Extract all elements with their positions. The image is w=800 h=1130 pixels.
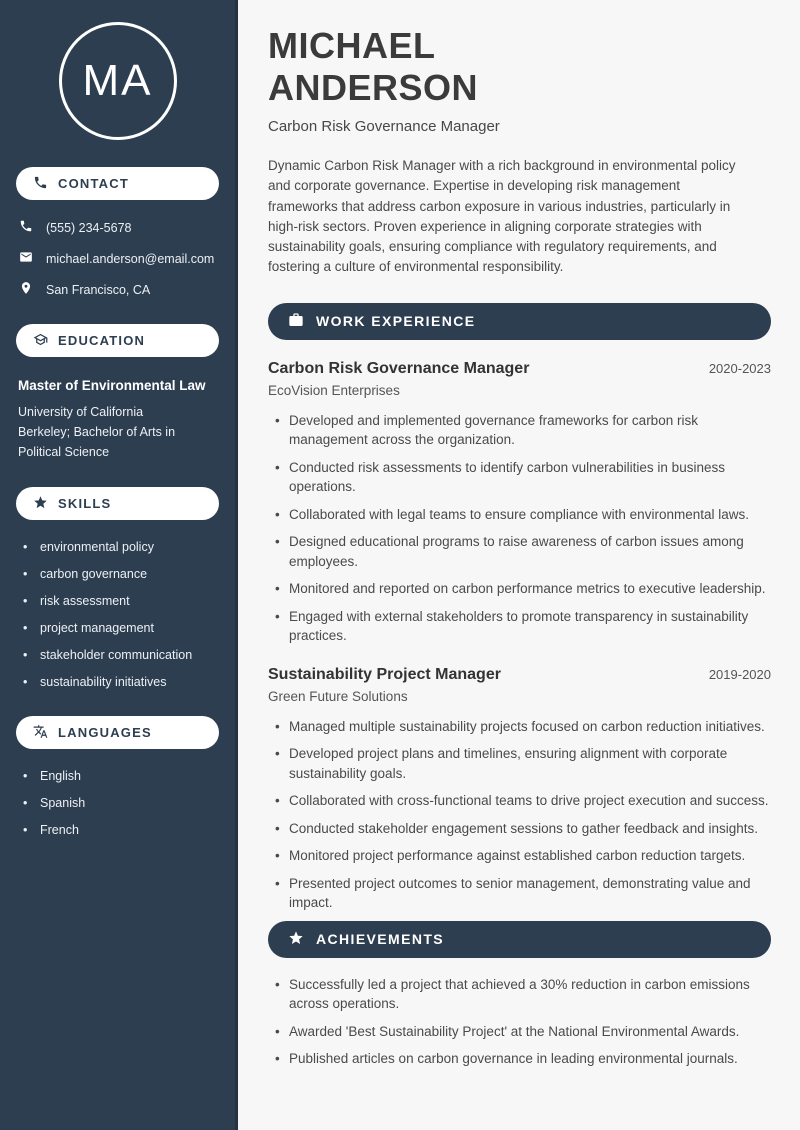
- translate-icon: [33, 724, 48, 742]
- languages-section-header: [16, 716, 219, 749]
- name-line-2: ANDERSON: [268, 67, 479, 108]
- achievement-item: • Published articles on carbon governance in leading environmental journals.: [275, 1049, 771, 1069]
- main-content: [238, 0, 800, 1130]
- job-company: Green Future Solutions: [268, 688, 408, 704]
- job-bullet: • Developed and implemented governance frameworks for carbon risk management across the organization.: [275, 411, 771, 450]
- contact-email-text: michael.anderson@email.com: [46, 251, 215, 266]
- work-experience-heading: WORK EXPERIENCE: [316, 313, 476, 330]
- phone-icon: [33, 175, 48, 193]
- education-degree: Master of Environmental Law: [18, 378, 206, 393]
- skill-item: • environmental policy: [23, 540, 219, 554]
- job-title: Sustainability Project Manager: [268, 665, 501, 683]
- work-experience-section-header: [268, 303, 771, 340]
- name-line-1: MICHAEL: [268, 25, 436, 66]
- profile-summary: Dynamic Carbon Risk Manager with a rich background in environmental policy and corporate governance. Expertise in developing risk management frameworks that address carbon exposure in various industries, particularly in high-risk sectors. Proven experience in aligning corporate strategies with sustainability goals, ensuring compliance with regulatory requirements, and fostering a culture of environmental responsibility.: [268, 158, 736, 275]
- job-bullet-list: [268, 717, 771, 913]
- contact-location-text: San Francisco, CA: [46, 282, 151, 297]
- job-bullet-list: [268, 411, 771, 646]
- skills-section-header: [16, 487, 219, 520]
- job-bullet: • Conducted stakeholder engagement sessions to gather feedback and insights.: [275, 819, 771, 839]
- job-title: Carbon Risk Governance Manager: [268, 359, 530, 377]
- contact-phone-text: (555) 234-5678: [46, 220, 132, 235]
- education-section-header: [16, 324, 219, 357]
- mail-icon: [19, 250, 33, 267]
- job-bullet: • Collaborated with legal teams to ensure compliance with environmental laws.: [275, 505, 771, 525]
- phone-icon: [19, 219, 33, 236]
- skills-list: [16, 540, 219, 689]
- job-entry: [268, 360, 771, 646]
- contact-section-header: [16, 167, 219, 200]
- education-detail: Berkeley; Bachelor of Arts in Political Science: [18, 425, 176, 459]
- achievements-list: [268, 975, 771, 1069]
- avatar: [59, 22, 177, 140]
- education-heading: EDUCATION: [58, 333, 146, 348]
- job-bullet: • Collaborated with cross-functional teams to drive project execution and success.: [275, 791, 771, 811]
- job-dates: 2019-2020: [708, 666, 771, 682]
- sidebar: [0, 0, 238, 1130]
- skill-item: • stakeholder communication: [23, 648, 219, 662]
- skill-item: • carbon governance: [23, 567, 219, 581]
- job-bullet: • Designed educational programs to raise awareness of carbon issues among employees.: [275, 532, 771, 571]
- achievement-item: • Awarded 'Best Sustainability Project' at the National Environmental Awards.: [275, 1022, 771, 1042]
- skill-item: • risk assessment: [23, 594, 219, 608]
- skill-item: • project management: [23, 621, 219, 635]
- star-icon: [33, 495, 48, 513]
- education-entry: [16, 378, 219, 462]
- job-bullet: • Monitored project performance against established carbon reduction targets.: [275, 846, 771, 866]
- contact-list: [16, 219, 219, 298]
- job-company: EcoVision Enterprises: [268, 382, 400, 398]
- job-bullet: • Engaged with external stakeholders to promote transparency in sustainability practices.: [275, 607, 771, 646]
- contact-location: [19, 281, 219, 298]
- job-bullet: • Monitored and reported on carbon performance metrics to executive leadership.: [275, 579, 771, 599]
- briefcase-icon: [288, 312, 304, 331]
- avatar-initials: MA: [82, 56, 153, 105]
- job-bullet: • Presented project outcomes to senior management, demonstrating value and impact.: [275, 874, 771, 913]
- contact-heading: CONTACT: [58, 176, 129, 191]
- language-item: • English: [23, 769, 219, 783]
- language-item: • Spanish: [23, 796, 219, 810]
- job-bullet: • Developed project plans and timelines, ensuring alignment with corporate sustainability goals.: [275, 744, 771, 783]
- job-header: [268, 666, 771, 684]
- education-school: University of California: [18, 405, 144, 419]
- star-icon: [288, 930, 304, 949]
- job-bullet: • Conducted risk assessments to identify carbon vulnerabilities in business operations.: [275, 458, 771, 497]
- contact-phone: [19, 219, 219, 236]
- candidate-job-title: Carbon Risk Governance Manager: [268, 118, 500, 135]
- job-dates: 2020-2023: [708, 360, 771, 376]
- languages-list: [16, 769, 219, 837]
- achievements-heading: ACHIEVEMENTS: [316, 931, 445, 948]
- achievement-item: • Successfully led a project that achieved a 30% reduction in carbon emissions across operations.: [275, 975, 771, 1014]
- achievements-section-header: [268, 921, 771, 958]
- languages-heading: LANGUAGES: [58, 725, 152, 740]
- job-header: [268, 360, 771, 378]
- graduation-cap-icon: [33, 332, 48, 350]
- job-bullet: • Managed multiple sustainability projects focused on carbon reduction initiatives.: [275, 717, 771, 737]
- language-item: • French: [23, 823, 219, 837]
- location-icon: [19, 281, 33, 298]
- job-entry: [268, 666, 771, 913]
- candidate-name: [268, 25, 771, 109]
- skills-heading: SKILLS: [58, 496, 112, 511]
- skill-item: • sustainability initiatives: [23, 675, 219, 689]
- contact-email: [19, 250, 219, 267]
